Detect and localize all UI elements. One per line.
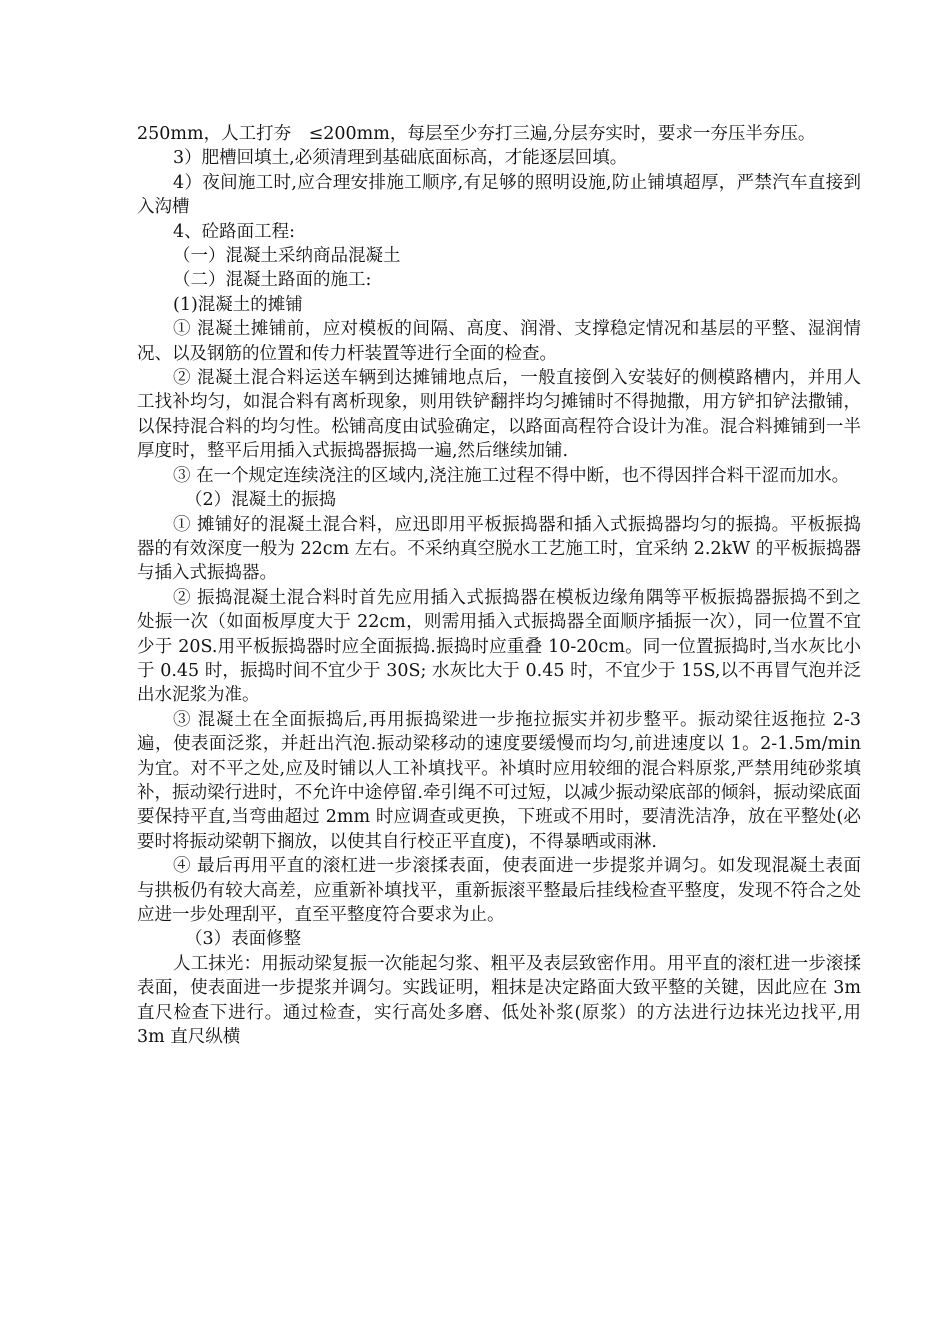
paragraph-vibration-3: ③ 混凝土在全面振捣后,再用振捣梁进一步拖拉振实并初步整平。振动梁往返拖拉 2-3 遍，使表面泛浆，并赶出汽泡.振动梁移动的速度要缓慢而均匀,前进速度以 1。2-1.5m/min 为宜。对不平之处,应及时铺以人工补填找平。补填时应用较细的混合料原浆,严禁用纯砂浆填补，振动梁行进时，不允许中途停留.牵引绳不可过短，以减少振动梁底部的倾斜，振动梁底面要保持平直,当弯曲超过 2mm 时应调查或更换，下班或不用时，要清洗洁净，放在平整处(必要时将振动梁朝下搁放，以使其自行校正平直度)，不得暴晒或雨淋. [137, 709, 861, 852]
paragraph-paving-3: ③ 在一个规定连续浇注的区域内,浇注施工过程不得中断，也不得因拌合料干涩而加水。 [173, 465, 850, 486]
paragraph-vibration-2: ② 振捣混凝土混合料时首先应用插入式振捣器在模板边缘角隅等平板振捣器振捣不到之处振一次（如面板厚度大于 22cm，则需用插入式振捣器全面顺序插振一次），同一位置不宜少于 20S.用平板振捣器时应全面振捣.振捣时应重叠 10-20cm。同一位置振捣时,当水灰比小于 0.45 时，振捣时间不宜少于 30S; 水灰比大于 0.45 时，不宜少于 15S,以不再冒气泡并泛出水泥浆为准。 [137, 587, 861, 706]
paragraph-vibration-1: ① 摊铺好的混凝土混合料，应迅即用平板振捣器和插入式振捣器均匀的振捣。平板振捣器的有效深度一般为 22cm 左右。不采纳真空脱水工艺施工时，宜采纳 2.2kW 的平板振捣器与插入式振捣器。 [137, 514, 861, 584]
subheading-1: （一）混凝土采纳商品混凝土 [173, 246, 401, 267]
item-heading-vibration: （2）混凝土的振捣 [185, 490, 337, 511]
paragraph-1: 250mm，人工打夯 ≤200mm，每层至少夯打三遍,分层夯实时，要求一夯压半夯压。 [137, 124, 816, 144]
item-heading-finishing: （3）表面修整 [185, 929, 302, 950]
subheading-2: （二）混凝土路面的施工: [173, 270, 372, 291]
paragraph-paving-2: ② 混凝土混合料运送车辆到达摊铺地点后，一般直接倒入安装好的侧模路槽内，并用人工找补均匀，如混合料有离析现象，则用铁铲翻拌均匀摊铺时不得抛撒，用方铲扣铲法撒铺，以保持混合料的均匀性。松铺高度由试验确定，以路面高程符合设计为准。混合料摊铺到一半厚度时，整平后用插入式振捣器振捣一遍,然后继续加铺. [137, 368, 861, 462]
document-page [137, 122, 861, 1049]
paragraph-2: 3）肥槽回填土,必须清理到基础底面标高，才能逐层回填。 [173, 148, 628, 169]
paragraph-finishing-1: 人工抹光：用振动梁复振一次能起匀浆、粗平及表层致密作用。用平直的滚杠进一步滚揉表面，使表面进一步提浆并调匀。实践证明，粗抹是决定路面大致平整的关键，因此应在 3m 直尺检查下进行。通过检查，实行高处多磨、低处补浆(原浆）的方法进行边抹光边找平,用 3m 直尺纵横 [137, 953, 861, 1048]
section-heading-4: 4、砼路面工程: [173, 221, 296, 242]
paragraph-3: 4）夜间施工时,应合理安排施工顺序,有足够的照明设施,防止铺填超厚，严禁汽车直接到入沟槽 [137, 172, 861, 218]
paragraph-vibration-4: ④ 最后再用平直的滚杠进一步滚揉表面，使表面进一步提浆并调匀。如发现混凝土表面与拱板仍有较大高差，应重新补填找平，重新振滚平整最后挂线检查平整度，发现不符合之处应进一步处理刮平，直至平整度符合要求为止。 [137, 856, 861, 925]
item-heading-paving: (1)混凝土的摊铺 [173, 294, 303, 315]
paragraph-paving-1: ① 混凝土摊铺前，应对模板的间隔、高度、润滑、支撑稳定情况和基层的平整、湿润情况、以及钢筋的位置和传力杆装置等进行全面的检查。 [137, 319, 861, 364]
